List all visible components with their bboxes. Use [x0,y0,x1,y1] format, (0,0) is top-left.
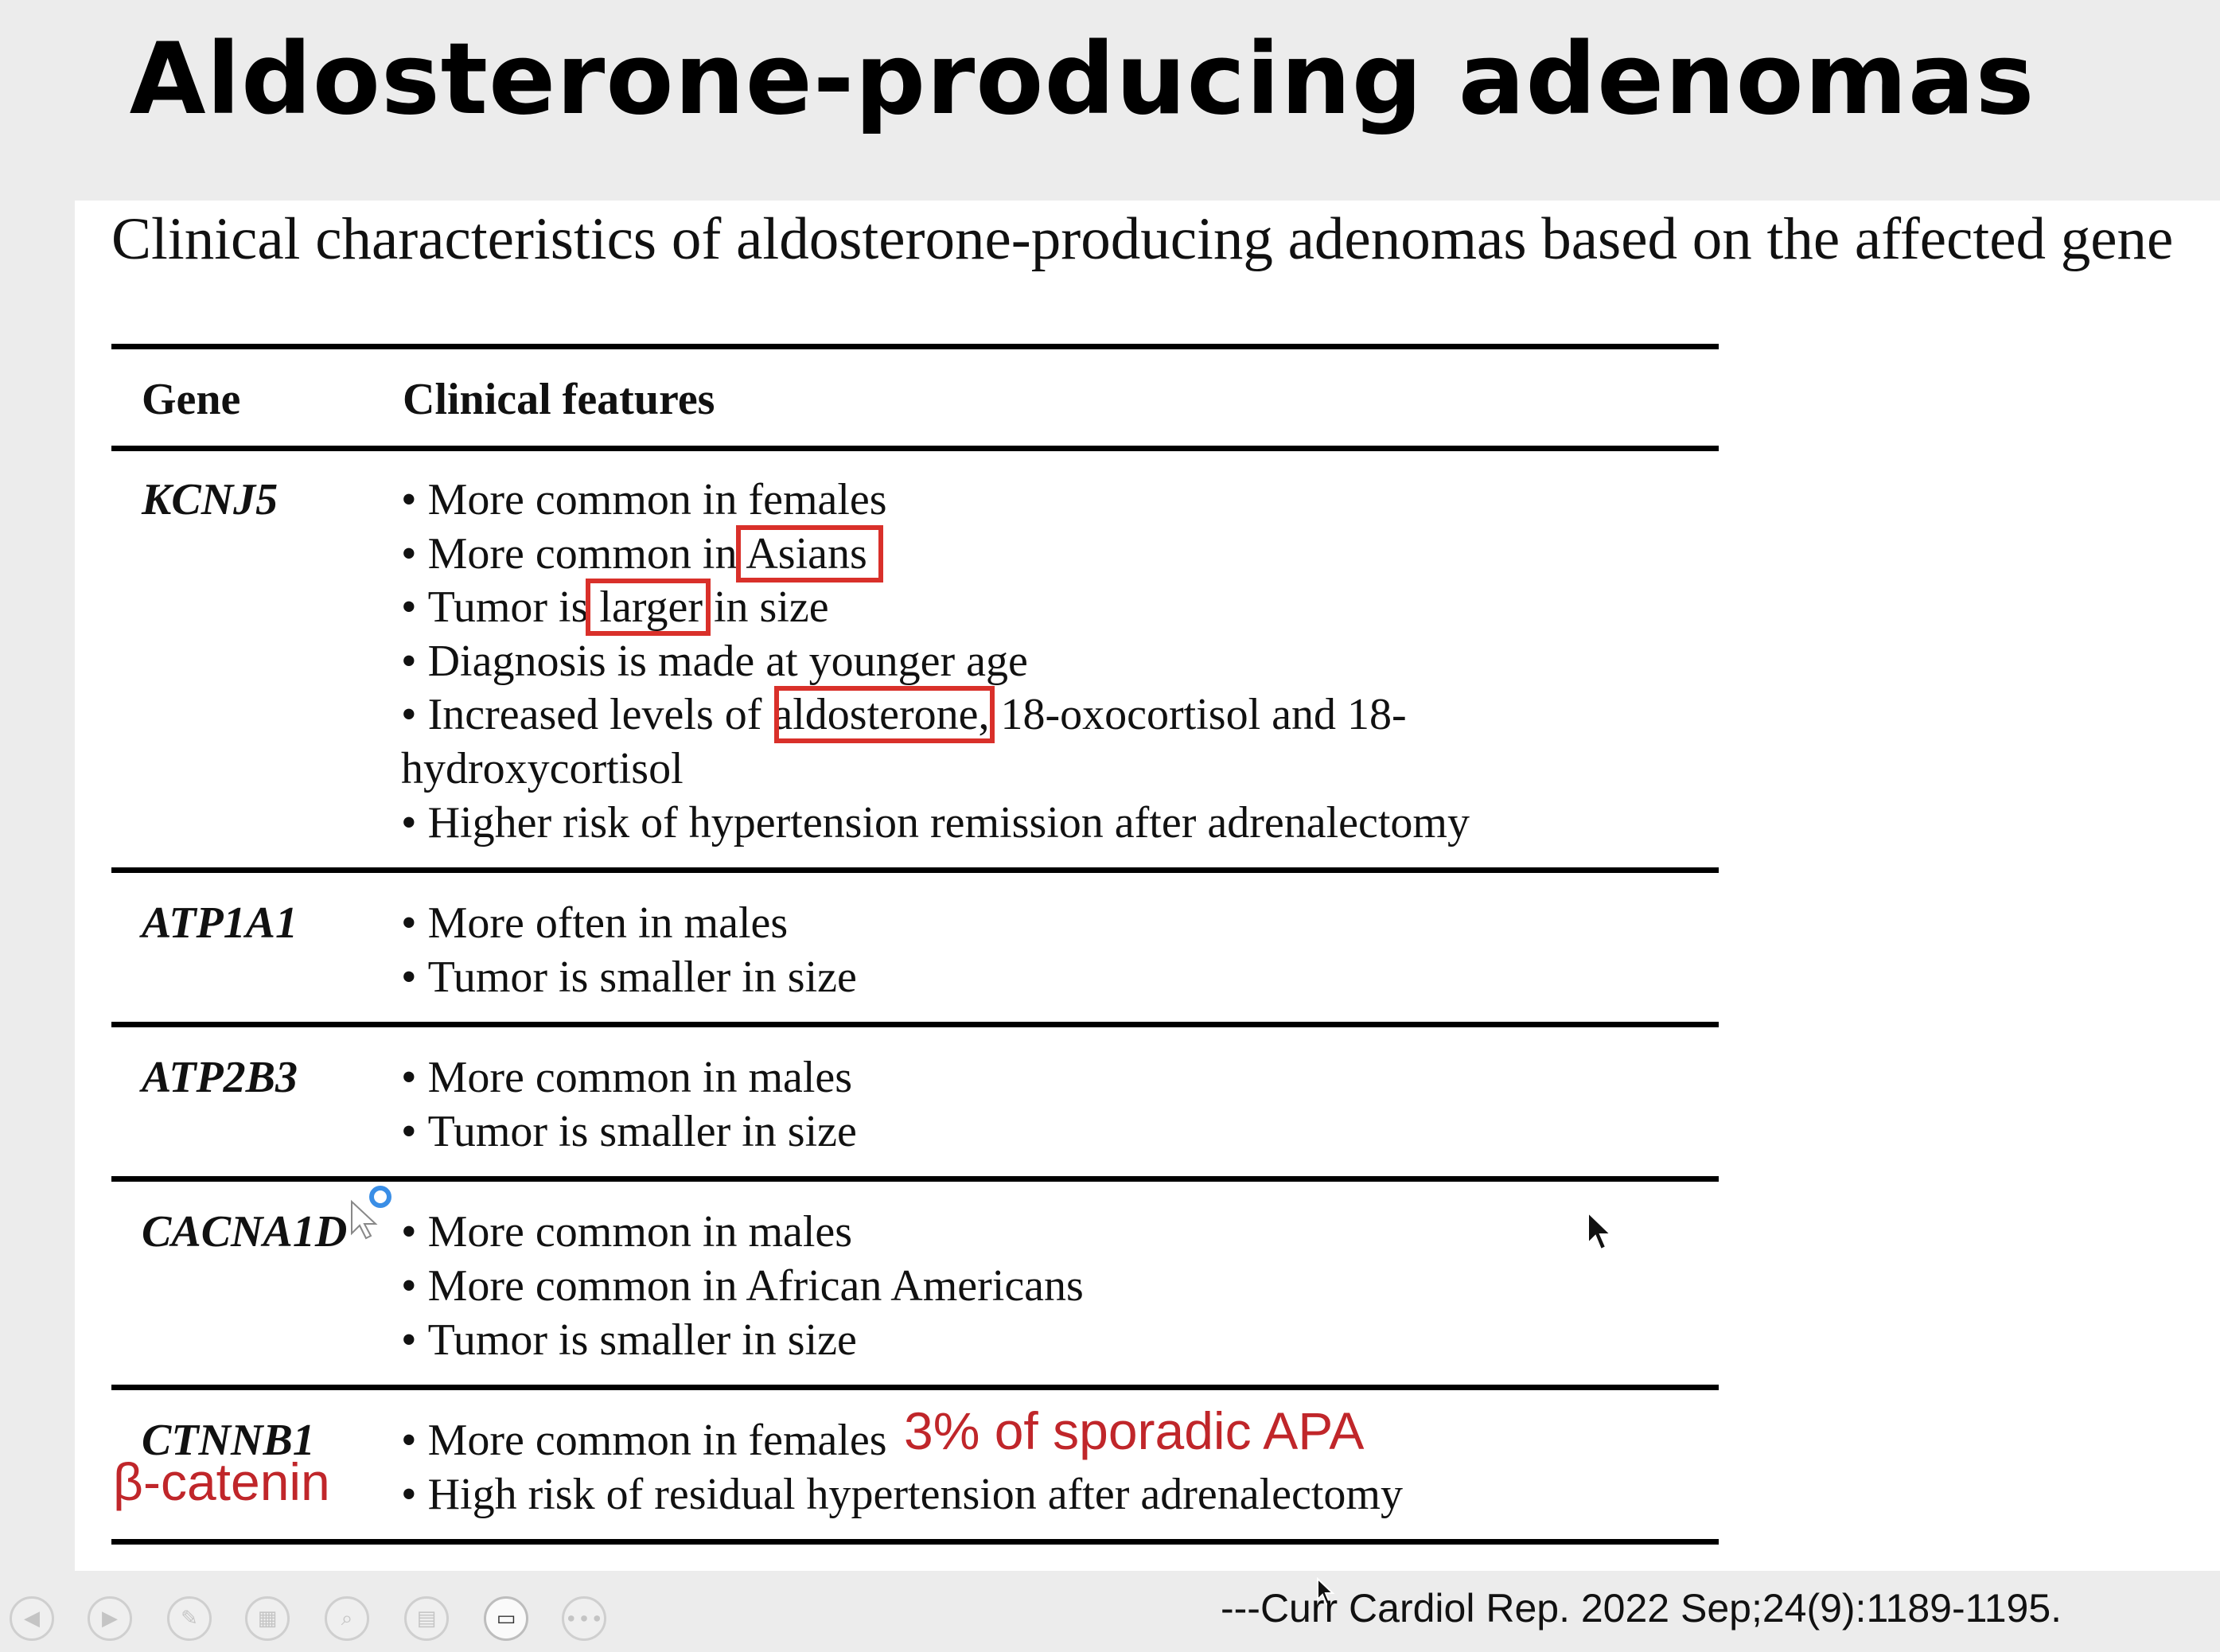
pen-icon: ✎ [181,1607,198,1631]
play-icon: ▶ [102,1607,118,1631]
table-caption: Clinical characteristics of aldosterone-producing adenomas based on the affected gene [111,206,2174,272]
more-options-icon: ∙∙∙ [564,1607,604,1631]
feature-line: • High risk of residual hypertension after adrenalectomy [401,1467,1403,1521]
zoom-icon: ⌕ [341,1606,353,1631]
feature-line: • More common in males [401,1205,852,1259]
feature-line: • Higher risk of hypertension remission after adrenalectomy [401,796,1470,850]
feature-line: • Tumor is smaller in size [401,1105,857,1159]
mouse-cursor-icon [1587,1211,1618,1256]
feature-line: • More common in females [401,473,887,527]
row-rule [111,1385,1719,1390]
feature-line: • More common in Asians [401,527,867,581]
camera-button[interactable] [484,1596,528,1641]
table-top-rule [111,344,1719,349]
feature-line: • More often in males [401,896,788,950]
subtitles-icon: ▤ [416,1607,437,1631]
header-rule [111,446,1719,451]
feature-line-continuation: hydroxycortisol [401,744,684,793]
feature-line: • More common in females [401,1413,887,1467]
highlight-box-aldosterone [774,686,995,743]
row-rule [111,1022,1719,1027]
table-panel [75,201,2220,1571]
gene-atp2b3: ATP2B3 [142,1053,298,1102]
row-rule [111,867,1719,873]
header-clinical-features: Clinical features [403,375,715,424]
previous-icon: ◀ [24,1607,40,1631]
more-options-button[interactable] [562,1596,606,1641]
slide-title: Aldosterone-producing adenomas [129,22,2035,137]
row-rule [111,1176,1719,1182]
highlight-box-larger [586,579,711,636]
zoom-button[interactable] [325,1596,369,1641]
feature-line: • Diagnosis is made at younger age [401,634,1028,688]
previous-slide-button[interactable] [10,1596,54,1641]
gene-ctnnb1: CTNNB1 [142,1416,315,1465]
gene-kcnj5: KCNJ5 [142,475,278,524]
gene-atp1a1: ATP1A1 [142,898,298,948]
feature-line: • Tumor is smaller in size [401,950,857,1004]
camera-icon: ▭ [496,1607,516,1631]
apa-note: 3% of sporadic APA [904,1401,1365,1460]
feature-line: • Tumor is smaller in size [401,1313,857,1367]
next-slide-button[interactable] [88,1596,132,1641]
table-bottom-rule [111,1539,1719,1545]
laser-pointer-icon [350,1186,398,1241]
beta-catenin-note: β-catenin [113,1452,330,1511]
subtitles-button[interactable] [404,1596,449,1641]
gene-cacna1d: CACNA1D [142,1207,348,1257]
feature-line: • Tumor is larger in size [401,580,829,634]
feature-line: • More common in males [401,1050,852,1105]
feature-line: • Increased levels of aldosterone, 18-oxocortisol and 18- [401,688,1407,742]
citation: ---Curr Cardiol Rep. 2022 Sep;24(9):1189-1195. [1221,1586,2062,1631]
pen-tool-button[interactable] [167,1596,212,1641]
feature-line: • More common in African Americans [401,1259,1084,1313]
see-all-slides-button[interactable] [245,1596,290,1641]
slides-grid-icon: ▦ [257,1607,278,1631]
header-gene: Gene [142,375,241,424]
highlight-box-asians [736,525,883,582]
